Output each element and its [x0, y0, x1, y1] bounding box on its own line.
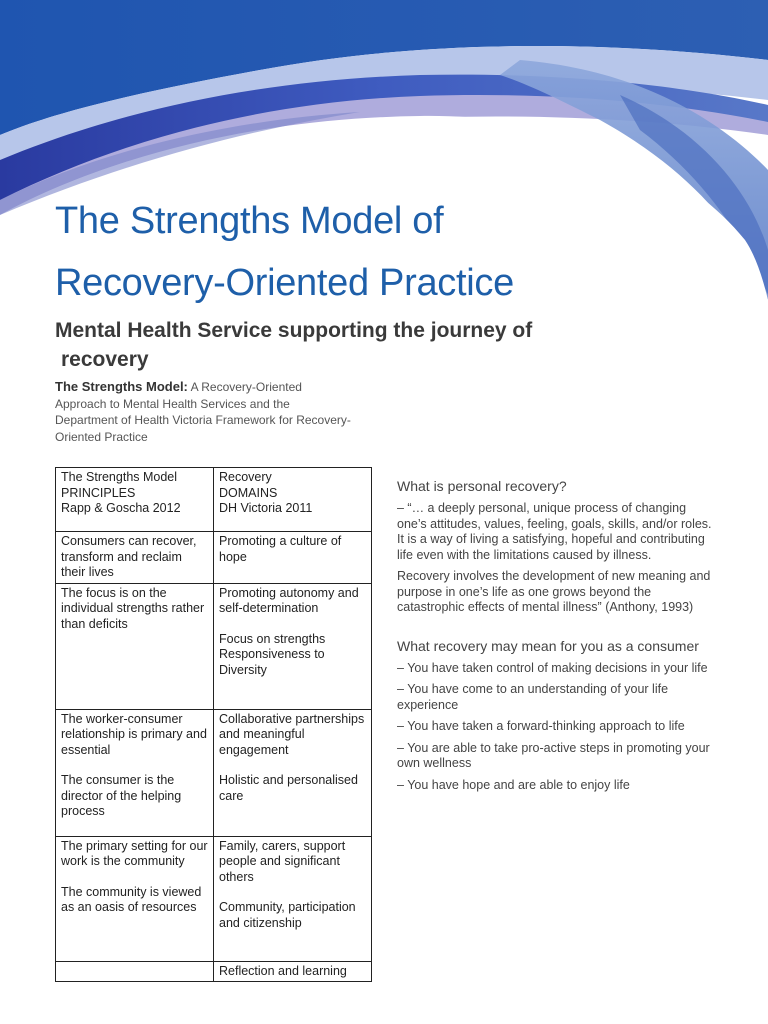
principle-cell: [56, 532, 214, 584]
principle-cell: [56, 961, 214, 982]
table-row: [56, 961, 372, 982]
domain-cell: [214, 532, 372, 584]
principles-domains-table: [55, 467, 372, 982]
domain-text: Collaborative partnerships and meaningful engagement: [219, 711, 365, 757]
page-title-line-1: The Strengths Model of: [55, 200, 444, 242]
domain-text: Promoting autonomy and self-determination: [219, 585, 359, 615]
principle-cell: [56, 583, 214, 709]
header-wave-graphic: [0, 0, 768, 300]
recovery-definition-quote: – “… a deeply personal, unique process of changing one’s attitudes, values, feeling, goals, skills, and/or roles. It is a way of living a satisfying, hopeful and contributing life even with the limitations caused by illness.: [397, 501, 712, 562]
intro-paragraph: [55, 379, 355, 445]
header-cell-line: Rapp & Goscha 2012: [61, 501, 181, 515]
header-cell-line: DH Victoria 2011: [219, 501, 313, 515]
domain-cell: [214, 961, 372, 982]
table-header-row: [56, 468, 372, 532]
header-cell-line: DOMAINS: [219, 485, 278, 500]
domain-text: Reflection and learning: [219, 963, 347, 978]
intro-lead: The Strengths Model:: [55, 379, 188, 394]
table-row: [56, 709, 372, 836]
page-subtitle: [55, 316, 675, 374]
list-item: – You have taken a forward-thinking approach to life: [397, 719, 685, 733]
subtitle-line-1: Mental Health Service supporting the journey of: [55, 319, 533, 342]
table-row: [56, 836, 372, 961]
principle-cell: [56, 709, 214, 836]
list-item: – You are able to take pro-active steps in promoting your own wellness: [397, 740, 710, 770]
domain-text: Family, carers, support people and significant others: [219, 838, 346, 884]
header-cell-line: Recovery: [219, 470, 272, 484]
table-row: [56, 583, 372, 709]
domain-cell: [214, 583, 372, 709]
principle-text: The focus is on the individual strengths rather than deficits: [61, 585, 205, 631]
principle-cell: [56, 836, 214, 961]
domain-text: Promoting a culture of hope: [219, 534, 342, 564]
principle-text: The worker-consumer relationship is primary and essential: [61, 711, 207, 757]
intro-text: A Recovery-Oriented Approach to Mental Health Services and the Department of Health Victoria Framework for Recovery-Oriented Practice: [55, 380, 351, 444]
recovery-definition-quote-continued: Recovery involves the development of new meaning and purpose in one’s life as one grows beyond the catastrophic effects of mental illness” (Anthony, 1993): [397, 569, 711, 614]
domain-text: Holistic and personalised care: [219, 773, 358, 803]
list-item: – You have hope and are able to enjoy life: [397, 777, 630, 792]
domain-cell: [214, 836, 372, 961]
subtitle-line-2: recovery: [61, 348, 149, 371]
table-header-domains: [214, 468, 372, 532]
table-header-principles: [56, 468, 214, 532]
principle-text: The community is viewed as an oasis of resources: [61, 884, 202, 914]
question-heading-what-recovery-means: What recovery may mean for you as a consumer: [397, 637, 699, 654]
page-title-line-2: Recovery-Oriented Practice: [55, 262, 514, 304]
principle-text: The primary setting for our work is the community: [61, 838, 208, 868]
table-row: [56, 532, 372, 584]
question-heading-personal-recovery: What is personal recovery?: [397, 478, 567, 494]
personal-recovery-section: [397, 478, 715, 793]
list-item: – You have come to an understanding of your life experience: [397, 682, 669, 712]
header-cell-line: The Strengths Model: [61, 470, 178, 484]
recovery-meaning-list: [397, 661, 715, 794]
domain-text: Community, participation and citizenship: [219, 900, 356, 930]
domain-cell: [214, 709, 372, 836]
list-item: – You have taken control of making decisions in your life: [397, 660, 708, 675]
principle-text: Consumers can recover, transform and reclaim their lives: [61, 534, 197, 579]
header-cell-line: PRINCIPLES: [61, 485, 136, 500]
domain-text: Focus on strengths Responsiveness to Diversity: [219, 631, 326, 677]
principle-text: The consumer is the director of the helping process: [61, 773, 182, 818]
